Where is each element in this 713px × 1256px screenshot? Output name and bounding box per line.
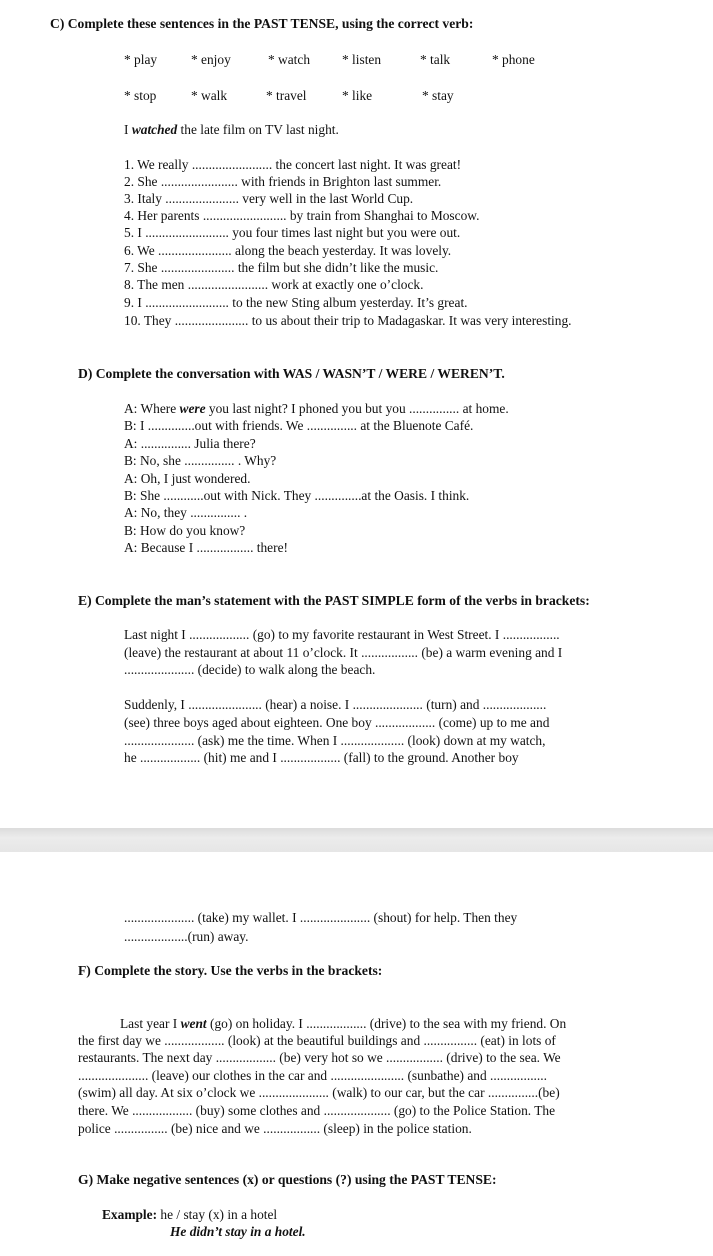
section-e-heading: E) Complete the man’s statement with the PAST SIMPLE form of the verbs in brackets: — [78, 593, 590, 608]
dialogue-line: B: No, she ............... . Why? — [124, 453, 277, 468]
example-verb: watched — [131, 122, 178, 137]
statement-line: (see) three boys aged about eighteen. One boy .................. (come) up to me and — [124, 715, 550, 730]
sentence-item: 6. We ...................... along the beach yesterday. It was lovely. — [124, 243, 452, 258]
statement-line: Last night I .................. (go) to my favorite restaurant in West Street. I ................. — [124, 627, 560, 642]
dialogue-line: A: Oh, I just wondered. — [124, 471, 251, 486]
verb-item: * stay — [422, 88, 454, 103]
sentence-item: 5. I ......................... you four times last night but you were out. — [124, 225, 461, 240]
dialogue-line: B: She ............out with Nick. They ..............at the Oasis. I think. — [124, 488, 470, 503]
verb-item: * enjoy — [191, 52, 231, 67]
verb-item: * talk — [420, 52, 451, 67]
verb-item: * travel — [266, 88, 307, 103]
sentence-item: 10. They ...................... to us about their trip to Madagaskar. It was very interesting. — [124, 313, 572, 328]
statement-line: Suddenly, I ...................... (hear) a noise. I ..................... (turn) and ................... — [124, 697, 547, 712]
story-line: ..................... (leave) our clothes in the car and ...................... (sunbathe) and ................. — [78, 1068, 547, 1083]
verb-item: * like — [342, 88, 373, 103]
sentence-item: 7. She ...................... the film but she didn’t like the music. — [124, 260, 439, 275]
section-f-heading: F) Complete the story. Use the verbs in the brackets: — [78, 963, 383, 978]
dialogue-line: B: I ..............out with friends. We ............... at the Bluenote Café. — [124, 418, 474, 433]
statement-line: ..................... (ask) me the time. When I ................... (look) down at my watch, — [124, 733, 546, 748]
verb-item: * watch — [268, 52, 311, 67]
verb-item: * play — [124, 52, 158, 67]
story-line: restaurants. The next day .................. (be) very hot so we ................. (drive) to the sea. We — [78, 1050, 561, 1065]
verb-item: * listen — [342, 52, 382, 67]
section-g-example — [102, 1207, 277, 1223]
section-g-heading: G) Make negative sentences (x) or questions (?) using the PAST TENSE: — [78, 1172, 497, 1187]
section-c-heading: C) Complete these sentences in the PAST TENSE, using the correct verb: — [50, 16, 474, 31]
dialogue-line: A: No, they ............... . — [124, 505, 248, 520]
example-verb: went — [180, 1016, 207, 1031]
dialogue-line: A: ............... Julia there? — [124, 436, 256, 451]
statement-line: (leave) the restaurant at about 11 o’clock. It ................. (be) a warm evening and I — [124, 645, 563, 660]
story-line: Last year I went (go) on holiday. I .................. (drive) to the sea with my friend. On — [120, 1016, 567, 1031]
example-prompt: he / stay (x) in a hotel — [157, 1207, 278, 1222]
verb-item: * phone — [492, 52, 535, 67]
page-break-divider — [0, 828, 713, 852]
statement-line: ...................(run) away. — [124, 929, 249, 944]
sentence-item: 3. Italy ...................... very well in the last World Cup. — [124, 191, 414, 206]
example-answer: He didn’t stay in a hotel. — [170, 1224, 306, 1239]
story-line: (swim) all day. At six o’clock we ..................... (walk) to our car, but the car ...............(be) — [78, 1085, 560, 1100]
story-line: the first day we .................. (look) at the beautiful buildings and ................ (eat) in lots of — [78, 1033, 556, 1048]
section-d-heading: D) Complete the conversation with WAS / WASN’T / WERE / WEREN’T. — [78, 366, 505, 381]
dialogue-line: A: Where were you last night? I phoned you but you ............... at home. — [124, 401, 509, 416]
statement-line: he .................. (hit) me and I .................. (fall) to the ground. Another boy — [124, 750, 519, 765]
sentence-item: 2. She ....................... with friends in Brighton last summer. — [124, 174, 442, 189]
sentence-item: 1. We really ........................ the concert last night. It was great! — [124, 157, 462, 172]
verb-item: * stop — [124, 88, 157, 103]
verb-item: * walk — [191, 88, 228, 103]
example-verb: were — [179, 401, 206, 416]
story-line: there. We .................. (buy) some clothes and .................... (go) to the Police Station. The — [78, 1103, 556, 1118]
statement-line: ..................... (decide) to walk along the beach. — [124, 662, 376, 677]
story-line: police ................ (be) nice and we ................. (sleep) in the police station. — [78, 1121, 472, 1136]
section-c-example: I watched the late film on TV last night. — [124, 122, 339, 137]
statement-line: ..................... (take) my wallet. I ..................... (shout) for help. Then they — [124, 910, 518, 925]
dialogue-line: A: Because I ................. there! — [124, 540, 288, 555]
example-label: Example: — [102, 1207, 158, 1222]
dialogue-line: B: How do you know? — [124, 523, 246, 538]
sentence-item: 9. I ......................... to the new Sting album yesterday. It’s great. — [124, 295, 468, 310]
sentence-item: 4. Her parents ......................... by train from Shanghai to Moscow. — [124, 208, 480, 223]
sentence-item: 8. The men ........................ work at exactly one o’clock. — [124, 277, 424, 292]
